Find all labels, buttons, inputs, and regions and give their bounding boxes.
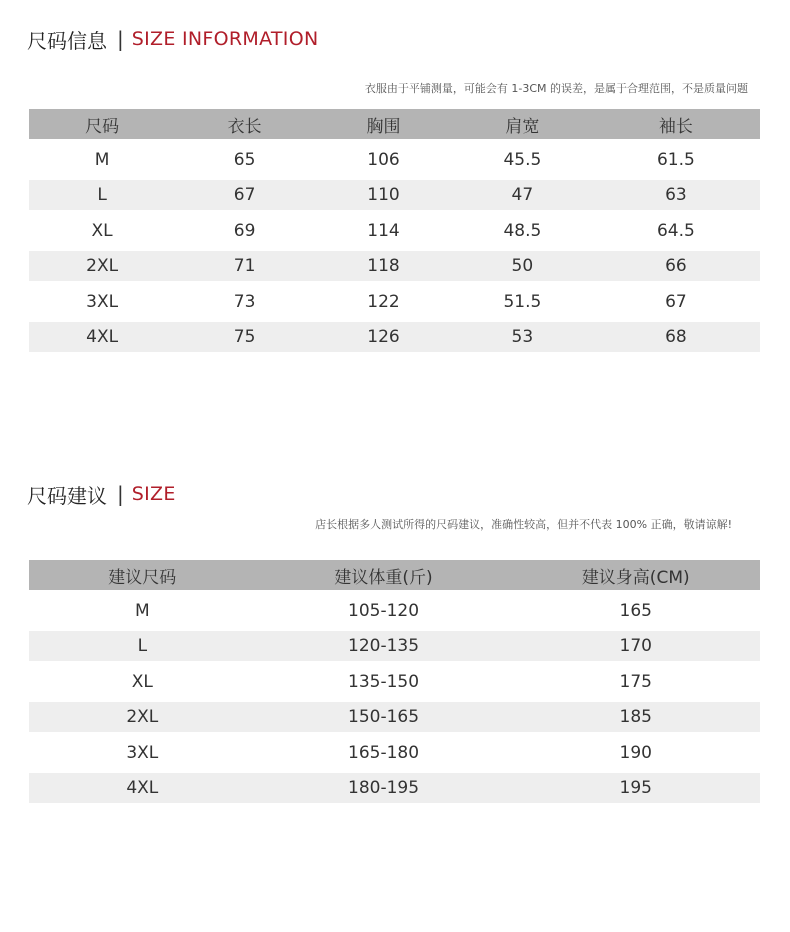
table-cell: 67 (175, 180, 314, 210)
table-cell: 165 (619, 600, 652, 621)
table-row (29, 322, 760, 352)
table-row (29, 702, 760, 732)
title-separator: | (117, 482, 124, 506)
header-chest: 胸围 (314, 109, 453, 139)
table-cell: 50 (453, 251, 592, 281)
table-cell: 185 (511, 702, 760, 732)
table-cell: L (29, 631, 256, 661)
table-cell: 2XL (29, 251, 175, 281)
table-cell: 64.5 (656, 220, 695, 241)
table-cell: 66 (592, 251, 760, 281)
table-cell: 51.5 (503, 291, 542, 312)
table-cell: 165-180 (348, 742, 420, 763)
table-cell: 48.5 (503, 220, 542, 241)
table-cell: 190 (619, 742, 652, 763)
table-cell: 63 (592, 180, 760, 210)
table-cell: 47 (453, 180, 592, 210)
table-cell: 4XL (29, 773, 256, 803)
table-cell: M (94, 149, 110, 170)
table-row (29, 139, 760, 180)
table-cell: 126 (314, 322, 453, 352)
table-cell: 61.5 (656, 149, 695, 170)
table-row (29, 210, 760, 251)
table-header-row (29, 109, 760, 139)
table-cell: 175 (619, 671, 652, 692)
table-cell: 118 (314, 251, 453, 281)
measurement-note: 衣服由于平铺测量，可能会有 1-3CM 的误差，是属于合理范围，不是质量问题 (364, 82, 748, 95)
table-row (29, 590, 760, 631)
table-cell: 150-165 (256, 702, 512, 732)
table-cell: 2XL (29, 702, 256, 732)
header-shoulder: 肩宽 (453, 109, 592, 139)
table-cell: 65 (233, 149, 256, 170)
table-row (29, 180, 760, 210)
table-row (29, 281, 760, 322)
table-row (29, 631, 760, 661)
section-title-en: SIZE INFORMATION (131, 28, 319, 50)
table-cell: 45.5 (503, 149, 542, 170)
size-advice-heading (27, 478, 176, 510)
header-recommended-size: 建议尺码 (29, 560, 256, 590)
table-header-row (29, 560, 760, 590)
size-information-table (29, 109, 760, 352)
table-cell: 68 (592, 322, 760, 352)
table-cell: 75 (175, 322, 314, 352)
section-title-zh: 尺码信息 (27, 28, 107, 53)
section-title-en: SIZE (131, 483, 176, 505)
table-row (29, 251, 760, 281)
table-cell: 73 (233, 291, 256, 312)
size-advice-table (29, 560, 760, 803)
table-cell: XL (131, 671, 153, 692)
table-row (29, 773, 760, 803)
table-cell: 120-135 (256, 631, 512, 661)
table-cell: 69 (233, 220, 256, 241)
table-cell: 135-150 (348, 671, 420, 692)
table-cell: 170 (511, 631, 760, 661)
table-cell: 180-195 (256, 773, 512, 803)
table-cell: 3XL (126, 742, 159, 763)
header-sleeve: 袖长 (592, 109, 760, 139)
table-cell: 71 (175, 251, 314, 281)
section-title-zh: 尺码建议 (27, 483, 107, 508)
table-row (29, 661, 760, 702)
table-cell: 67 (665, 291, 687, 312)
table-row (29, 732, 760, 773)
table-cell: M (134, 600, 150, 621)
table-cell: 3XL (86, 291, 119, 312)
table-cell: 53 (453, 322, 592, 352)
header-recommended-weight: 建议体重(斤) (256, 560, 512, 590)
table-cell: 122 (367, 291, 400, 312)
table-cell: 195 (511, 773, 760, 803)
advice-note: 店长根据多人测试所得的尺码建议，准确性较高，但并不代表 100% 正确，敬请谅解! (315, 518, 732, 531)
table-cell: 4XL (29, 322, 175, 352)
table-cell: 110 (314, 180, 453, 210)
table-cell: 105-120 (348, 600, 420, 621)
table-cell: L (29, 180, 175, 210)
header-length: 衣长 (175, 109, 314, 139)
table-cell: XL (91, 220, 113, 241)
table-cell: 106 (367, 149, 400, 170)
header-size: 尺码 (29, 109, 175, 139)
size-information-heading (27, 23, 318, 55)
title-separator: | (117, 27, 124, 51)
table-cell: 114 (367, 220, 400, 241)
header-recommended-height: 建议身高(CM) (511, 560, 760, 590)
